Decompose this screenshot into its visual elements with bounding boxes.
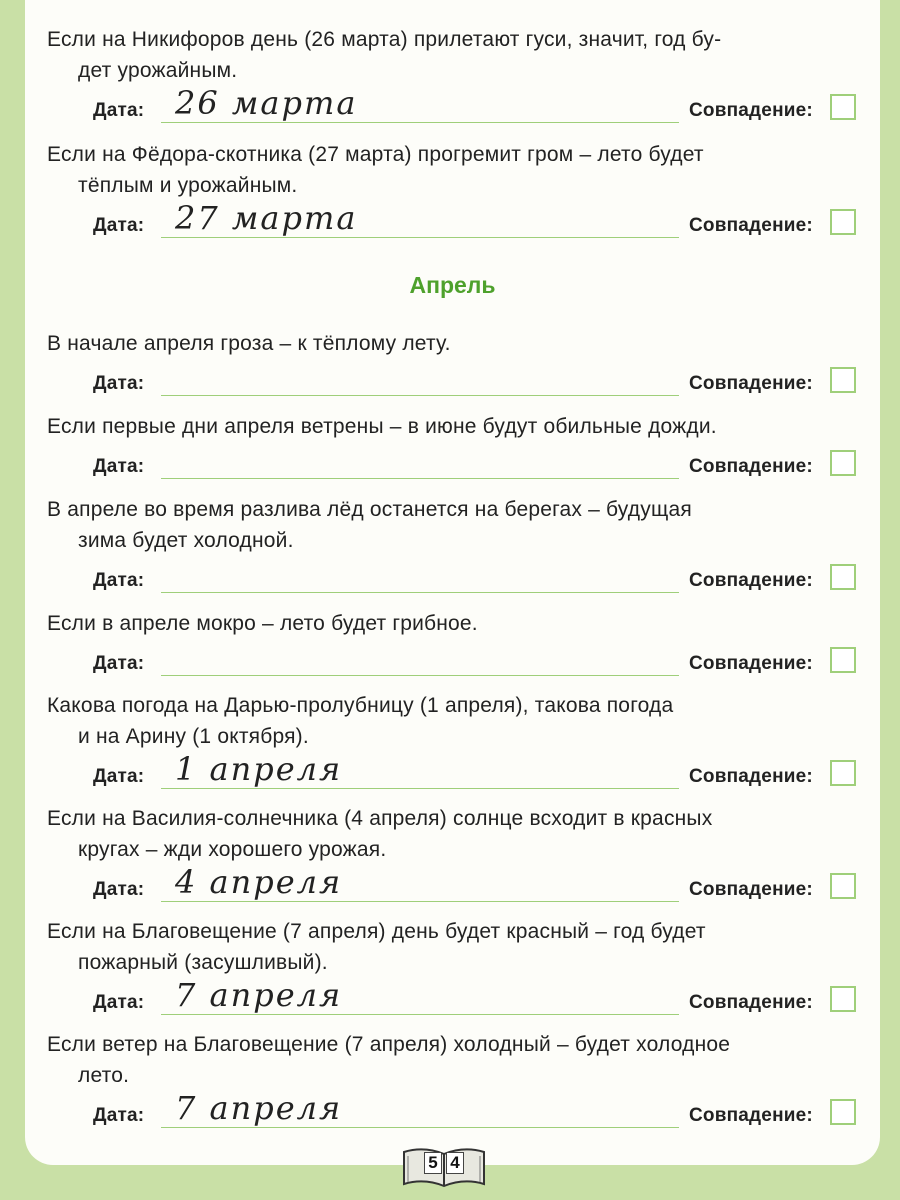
omen-entry [47, 24, 859, 126]
omen-text [47, 139, 859, 201]
date-label: Дата: [93, 456, 145, 477]
match-checkbox[interactable] [830, 564, 856, 590]
answer-row [47, 365, 859, 399]
omen-text-line1: В апреле во время разлива лёд останется на берегах – будущая [47, 498, 692, 521]
match-label: Совпадение: [689, 879, 813, 900]
date-input-line[interactable] [161, 592, 679, 593]
omen-entry [47, 608, 859, 679]
omen-text-line1: Какова погода на Дарью-пролубницу (1 апреля), такова погода [47, 694, 674, 717]
date-input-line[interactable] [161, 395, 679, 396]
handwritten-date: 27 марта [175, 199, 358, 237]
omen-text [47, 916, 859, 978]
match-checkbox[interactable] [830, 760, 856, 786]
omen-text-line1: Если на Фёдора-скотника (27 марта) прогремит гром – лето будет [47, 143, 704, 166]
open-book-icon [400, 1146, 488, 1188]
omen-entry [47, 803, 859, 905]
match-label: Совпадение: [689, 1105, 813, 1126]
omen-text-line2: дет урожайным. [78, 59, 238, 82]
match-label: Совпадение: [689, 215, 813, 236]
match-checkbox[interactable] [830, 647, 856, 673]
handwritten-date: 26 марта [175, 84, 358, 122]
match-checkbox[interactable] [830, 94, 856, 120]
match-label: Совпадение: [689, 766, 813, 787]
omen-text-line1: В начале апреля гроза – к тёплому лету. [47, 332, 451, 355]
date-input-line[interactable] [161, 237, 679, 238]
omen-text [47, 803, 859, 865]
answer-row [47, 976, 859, 1018]
answer-row [47, 750, 859, 792]
match-checkbox[interactable] [830, 986, 856, 1012]
handwritten-date: 7 апреля [175, 976, 343, 1014]
omen-entry [47, 139, 859, 241]
omen-text-line1: Если на Василия-солнечника (4 апреля) солнце всходит в красных [47, 807, 713, 830]
omen-text-line2: тёплым и урожайным. [78, 174, 298, 197]
omen-text-line2: лето. [78, 1064, 130, 1087]
match-label: Совпадение: [689, 653, 813, 674]
answer-row [47, 863, 859, 905]
omen-entry [47, 690, 859, 792]
match-label: Совпадение: [689, 992, 813, 1013]
omen-text [47, 690, 859, 752]
omen-text [47, 411, 859, 442]
omen-entry [47, 328, 859, 399]
omen-entry [47, 1029, 859, 1131]
omen-entry [47, 494, 859, 596]
match-checkbox[interactable] [830, 1099, 856, 1125]
omen-text [47, 494, 859, 556]
omen-text-line1: Если первые дни апреля ветрены – в июне будут обильные дожди. [47, 415, 717, 438]
omen-text-line1: Если ветер на Благовещение (7 апреля) холодный – будет холодное [47, 1033, 731, 1056]
match-checkbox[interactable] [830, 873, 856, 899]
match-checkbox[interactable] [830, 450, 856, 476]
match-label: Совпадение: [689, 373, 813, 394]
omen-text-line2: пожарный (засушливый). [78, 951, 328, 974]
answer-row [47, 448, 859, 482]
answer-row [47, 1089, 859, 1131]
omen-text-line2: зима будет холодной. [78, 529, 294, 552]
date-input-line[interactable] [161, 1014, 679, 1015]
date-label: Дата: [93, 653, 145, 674]
match-label: Совпадение: [689, 570, 813, 591]
date-input-line[interactable] [161, 478, 679, 479]
worksheet-page [25, 0, 880, 1165]
omen-text [47, 1029, 859, 1091]
date-label: Дата: [93, 570, 145, 591]
date-label: Дата: [93, 766, 145, 787]
date-label: Дата: [93, 100, 145, 121]
date-input-line[interactable] [161, 788, 679, 789]
handwritten-date: 4 апреля [175, 863, 343, 901]
answer-row [47, 645, 859, 679]
date-label: Дата: [93, 373, 145, 394]
month-heading: Апрель [409, 272, 496, 298]
date-label: Дата: [93, 215, 145, 236]
answer-row [47, 562, 859, 596]
match-checkbox[interactable] [830, 209, 856, 235]
date-input-line[interactable] [161, 122, 679, 123]
date-input-line[interactable] [161, 901, 679, 902]
page-digit: 4 [446, 1152, 464, 1174]
omen-text [47, 608, 859, 639]
match-label: Совпадение: [689, 456, 813, 477]
handwritten-date: 7 апреля [175, 1089, 343, 1127]
omen-text [47, 24, 859, 86]
omen-text [47, 328, 859, 359]
answer-row [47, 84, 859, 126]
date-label: Дата: [93, 992, 145, 1013]
omen-text-line2: и на Арину (1 октября). [78, 725, 309, 748]
omen-text-line1: Если в апреле мокро – лето будет грибное. [47, 612, 478, 635]
page-digit: 5 [424, 1152, 442, 1174]
omen-text-line2: кругах – жди хорошего урожая. [78, 838, 387, 861]
page-number [400, 1140, 488, 1188]
answer-row [47, 199, 859, 241]
omen-text-line1: Если на Никифоров день (26 марта) прилетают гуси, значит, год бу- [47, 28, 722, 51]
match-checkbox[interactable] [830, 367, 856, 393]
date-label: Дата: [93, 1105, 145, 1126]
omen-text-line1: Если на Благовещение (7 апреля) день будет красный – год будет [47, 920, 706, 943]
omen-entry [47, 916, 859, 1018]
match-label: Совпадение: [689, 100, 813, 121]
date-label: Дата: [93, 879, 145, 900]
omen-entry [47, 411, 859, 482]
handwritten-date: 1 апреля [175, 750, 343, 788]
date-input-line[interactable] [161, 675, 679, 676]
date-input-line[interactable] [161, 1127, 679, 1128]
